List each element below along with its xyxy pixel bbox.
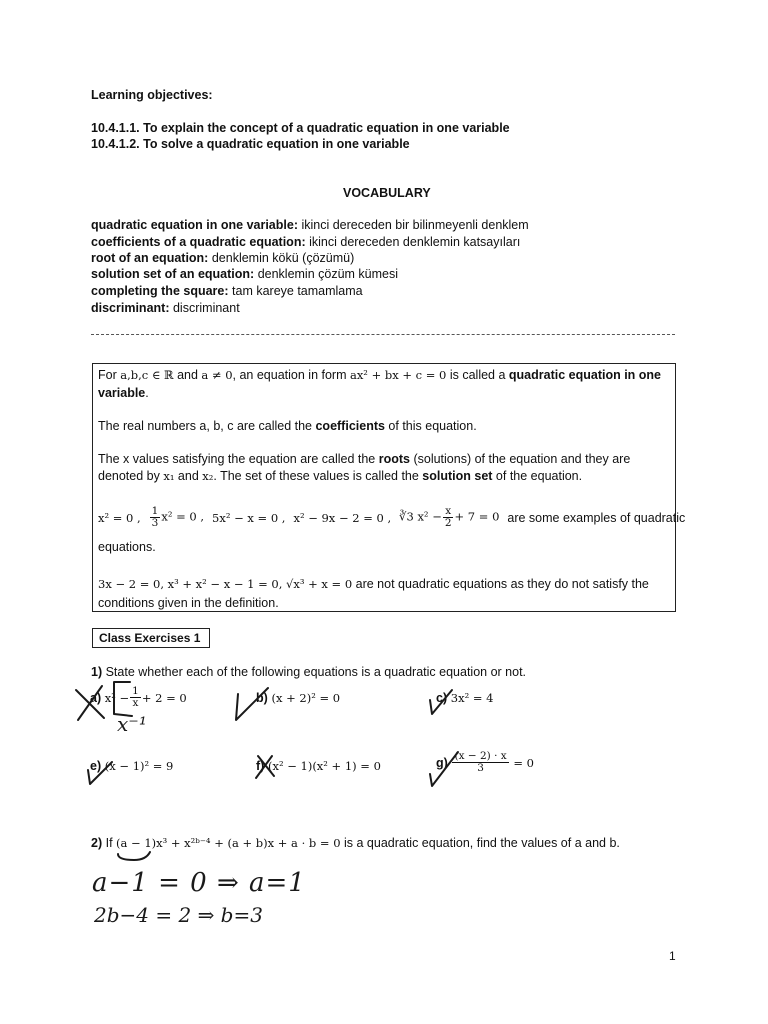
vocab-translation: ikinci dereceden denklemin katsayıları — [309, 235, 521, 249]
vocab-translation: tam kareye tamamlama — [232, 284, 363, 298]
check-mark-icon — [430, 690, 452, 714]
fraction-denominator: 3 — [477, 762, 484, 774]
text: , an equation in form — [232, 368, 350, 382]
fraction-denominator: 2 — [444, 517, 452, 529]
text: For — [98, 368, 121, 382]
question-number: 2) — [91, 836, 103, 850]
example-equation: x² = 0 , — [98, 510, 141, 525]
vocab-term: coefficients of a quadratic equation: — [91, 235, 306, 249]
text: of this equation. — [384, 419, 477, 433]
handwritten-answer-2: 2b−4 = 2 ⇒ b=3 — [94, 903, 263, 927]
vocab-translation: ikinci dereceden bir bilinmeyenli denklem — [301, 218, 529, 232]
check-mark-icon — [430, 752, 458, 786]
exercise-label: f) — [256, 759, 265, 773]
text: . The set of these values is called the — [213, 469, 423, 483]
question-equation: (a − 1)x³ + x²ᵇ⁻⁴ + (a + b)x + a · b = 0 — [116, 836, 341, 850]
question-text: State whether each of the following equations is a quadratic equation or not. — [102, 665, 527, 679]
vocab-term: discriminant: — [91, 301, 170, 315]
text: is called a — [446, 368, 509, 382]
fraction-denominator: x — [132, 697, 139, 709]
text: The real numbers a, b, c are called the — [98, 419, 316, 433]
math-condition: a ≠ 0 — [201, 368, 233, 382]
question-number: 1) — [91, 665, 103, 679]
non-example-equations: 3x − 2 = 0, x³ + x² − x − 1 = 0, √x³ + x = 0 — [98, 577, 353, 591]
objective-1: 10.4.1.1. To explain the concept of a quadratic equation in one variable — [91, 121, 510, 135]
text: (solutions) of the equation and they are — [409, 452, 631, 466]
text: (x² − 1)(x² + 1) = 0 — [267, 759, 381, 773]
class-exercises-text: Class Exercises 1 — [99, 631, 201, 645]
text: The x values satisfying the equation are called the — [98, 452, 379, 466]
example-equation: x² − 9x − 2 = 0 , — [293, 510, 392, 525]
exercise-label: a) — [90, 690, 102, 705]
check-mark-icon — [236, 688, 268, 720]
fraction-denominator: 3 — [151, 517, 159, 529]
term-bold: coefficients — [315, 419, 385, 433]
text: denoted by — [98, 469, 164, 483]
exercise-label: c) — [436, 691, 448, 705]
text: ∛3 x² − — [399, 509, 442, 524]
vocab-term: completing the square: — [91, 284, 229, 298]
vocab-translation: denklemin çözüm kümesi — [257, 267, 399, 281]
text: x² − — [104, 690, 130, 705]
cross-mark-icon — [256, 756, 274, 778]
learning-objectives-title: Learning objectives: — [91, 88, 213, 102]
bracket-mark — [114, 682, 132, 716]
objective-2: 10.4.1.2. To solve a quadratic equation in one variable — [91, 137, 410, 151]
text: and — [174, 469, 203, 483]
text: (x − 1)² = 9 — [104, 759, 174, 773]
exercise-label: b) — [256, 691, 268, 705]
math-x2: x₂ — [202, 469, 214, 483]
handwritten-answer-1: a−1 = 0 ⇒ a=1 — [92, 868, 306, 898]
text: and — [173, 368, 202, 382]
text: + 7 = 0 — [454, 509, 500, 524]
vocab-translation: denklemin kökü (çözümü) — [211, 251, 355, 265]
fraction-numerator: (x − 2) · x — [454, 750, 507, 762]
text: (x + 2)² = 0 — [271, 691, 341, 705]
page-number: 1 — [669, 949, 676, 963]
text: . — [145, 386, 149, 400]
examples-line-2: equations. — [98, 540, 156, 554]
underbrace-mark — [118, 852, 150, 860]
exercise-label: e) — [90, 759, 102, 773]
term-bold: roots — [378, 452, 410, 466]
term-bold: variable — [98, 386, 146, 400]
text: are not quadratic equations as they do not satisfy the — [352, 577, 649, 591]
math-condition: a,b,c ∈ ℝ — [120, 368, 174, 382]
text: 3x² = 4 — [450, 691, 494, 705]
cross-mark-icon — [76, 686, 104, 720]
math-general-form: ax² + bx + c = 0 — [349, 368, 447, 382]
fraction-numerator: 1 — [151, 505, 159, 517]
math-x1: x₁ — [163, 469, 175, 483]
term-bold: solution set — [422, 469, 493, 483]
vocabulary-heading: VOCABULARY — [343, 186, 431, 200]
handwritten-note: x⁻¹ — [117, 712, 147, 736]
text: = 0 — [513, 755, 534, 770]
vocab-term: quadratic equation in one variable: — [91, 218, 298, 232]
vocab-term: root of an equation: — [91, 251, 209, 265]
fraction-numerator: x — [445, 505, 452, 517]
term-bold: quadratic equation in one — [508, 368, 661, 382]
text: If — [102, 836, 117, 850]
vocab-term: solution set of an equation: — [91, 267, 255, 281]
text: is a quadratic equation, find the values of a and b. — [340, 836, 620, 850]
text: x² = 0 , — [161, 509, 205, 524]
text: + 2 = 0 — [141, 690, 187, 705]
fraction-numerator: 1 — [132, 685, 139, 697]
exercise-label: g) — [436, 755, 448, 770]
text: are some examples of quadratic — [507, 510, 686, 525]
vocab-translation: discriminant — [172, 301, 240, 315]
example-equation: 5x² − x = 0 , — [212, 510, 286, 525]
check-mark-icon — [88, 762, 112, 784]
non-examples-line-2: conditions given in the definition. — [98, 596, 279, 610]
text: of the equation. — [492, 469, 583, 483]
